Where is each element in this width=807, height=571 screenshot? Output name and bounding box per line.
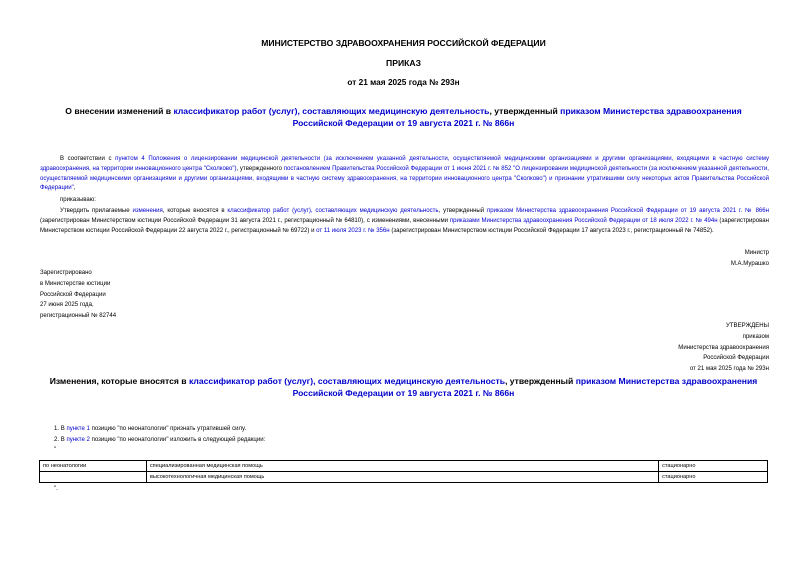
changes-title-link-classifier[interactable]: классификатор работ (услуг), составляющих медицинскую деятельность — [188, 376, 506, 386]
table-cell: высокотехнологичная медицинская помощь — [146, 472, 658, 483]
registration-block — [40, 268, 116, 322]
quote-close: ". — [54, 486, 58, 492]
ministry-heading: МИНИСТЕРСТВО ЗДРАВООХРАНЕНИЯ РОССИЙСКОЙ ФЕДЕРАЦИИ — [261, 38, 546, 48]
approve-text: , утвержденный — [438, 208, 487, 214]
table-cell: специализированная медицинская помощь — [146, 461, 658, 472]
changes-title — [45, 375, 762, 399]
item-text: позицию "по неонатологии" признать утратившей силу. — [89, 426, 247, 432]
approve-text: (зарегистрирован Министерством юстиции Российской Федерации 31 августа 2021 г., регистрационный № 64810), с изменениями, внесенными — [40, 217, 450, 224]
approved-line: УТВЕРЖДЕНЫ — [726, 323, 769, 329]
changes-title-link-order-866n[interactable]: приказом Министерства здравоохранения Российской Федерации от 19 августа 2021 г. № 866н — [292, 376, 758, 398]
table-cell: по неонатологии — [40, 461, 147, 472]
approve-text: , которые вносятся в — [162, 208, 228, 214]
preamble-link-regulation[interactable]: пунктом 4 Положения о лицензировании медицинской деятельности (за исключением указанной деятельности, осуществляемой медицинскими организациями и другими организациями, входящими в частную систему здравоохранения, на территории инновационного центра "Сколково") — [40, 156, 769, 172]
title-link-order-866n[interactable]: приказом Министерства здравоохранения Российской Федерации от 19 августа 2021 г. № 866н — [292, 106, 742, 128]
preamble-text: , — [73, 185, 76, 192]
item-1 — [54, 424, 246, 435]
approve-text: Утвердить прилагаемые — [60, 208, 133, 214]
title-text: О внесении изменений в — [65, 106, 174, 116]
signature-block — [731, 248, 769, 270]
approve-text: (зарегистрирован Министерством юстиции Российской Федерации 22 августа 2022 г., регистрационный № 69722) и — [40, 217, 770, 234]
registration-line: Зарегистрировано — [40, 270, 92, 276]
quote-open: " — [54, 447, 57, 453]
approve-link-classifier[interactable]: классификатор работ (услуг), составляющих медицинскую деятельность — [227, 208, 439, 214]
approved-block — [678, 321, 769, 375]
registration-line: регистрационный № 82744 — [40, 313, 117, 320]
approve-link-order-866n[interactable]: приказом Министерства здравоохранения Российской Федерации от 19 августа 2021 г. № 866н — [486, 208, 769, 214]
table-cell: стационарно — [659, 472, 768, 483]
preamble-paragraph — [40, 155, 769, 194]
item-text: 2. В — [54, 437, 67, 443]
approve-link-changes[interactable]: изменения — [132, 208, 163, 214]
item-1-link[interactable]: пункте 1 — [66, 426, 90, 432]
classifier-table — [39, 460, 768, 483]
changes-title-text: , утвержденный — [505, 376, 576, 386]
item-text: позицию "по неонатологии" изложить в следующей редакции: — [89, 437, 266, 443]
registration-line: Российской Федерации — [40, 291, 106, 298]
item-2-link[interactable]: пункте 2 — [66, 437, 90, 443]
preamble-text: , утвержденного — [236, 165, 284, 172]
preamble-link-decree-852[interactable]: постановлением Правительства Российской Федерации от 1 июня 2021 г. № 852 "О лицензировании медицинской деятельности (за исключением указанной деятельности, осуществляемой медицинскими организациями и другими организациями, входящими в частную систему здравоохранения, на территории инновационного центра "Сколково") и признании утратившими силу некоторых актов Правительства Российской Федерации" — [40, 165, 769, 192]
signature-name: М.А.Мурашко — [730, 260, 769, 267]
title-link-classifier[interactable]: классификатор работ (услуг), составляющих медицинскую деятельность — [173, 106, 490, 116]
registration-line: в Министерстве юстиции — [40, 280, 111, 287]
order-title — [45, 105, 762, 129]
approve-link-order-356n[interactable]: от 11 июля 2023 г. № 356н — [316, 227, 390, 234]
table-cell — [40, 472, 147, 483]
signature-position: Министр — [744, 250, 769, 256]
table-cell: стационарно — [659, 461, 768, 472]
registration-line: 27 июня 2025 года, — [40, 302, 94, 309]
item-text: 1. В — [54, 426, 67, 432]
table-row — [40, 472, 768, 483]
item-2 — [54, 435, 265, 446]
table-row — [40, 461, 768, 472]
order-word: приказываю: — [60, 197, 96, 203]
approved-line: Министерства здравоохранения — [678, 344, 769, 351]
approve-text: (зарегистрирован Министерством юстиции Российской Федерации 17 августа 2023 г., регистрационный № 74852). — [389, 227, 714, 234]
approve-paragraph — [40, 207, 769, 236]
approved-line: приказом — [742, 333, 769, 340]
approved-line: от 21 мая 2025 года № 293н — [689, 366, 769, 373]
approved-line: Российской Федерации — [703, 355, 769, 362]
doc-type: ПРИКАЗ — [386, 58, 421, 68]
doc-date-number: от 21 мая 2025 года № 293н — [347, 77, 460, 87]
title-text: , утвержденный — [489, 106, 561, 116]
approve-link-order-494n[interactable]: приказами Министерства здравоохранения Российской Федерации от 18 июля 2022 г. № 494н — [449, 217, 718, 224]
preamble-text: В соответствии с — [60, 156, 116, 162]
changes-title-text: Изменения, которые вносятся в — [49, 376, 189, 386]
